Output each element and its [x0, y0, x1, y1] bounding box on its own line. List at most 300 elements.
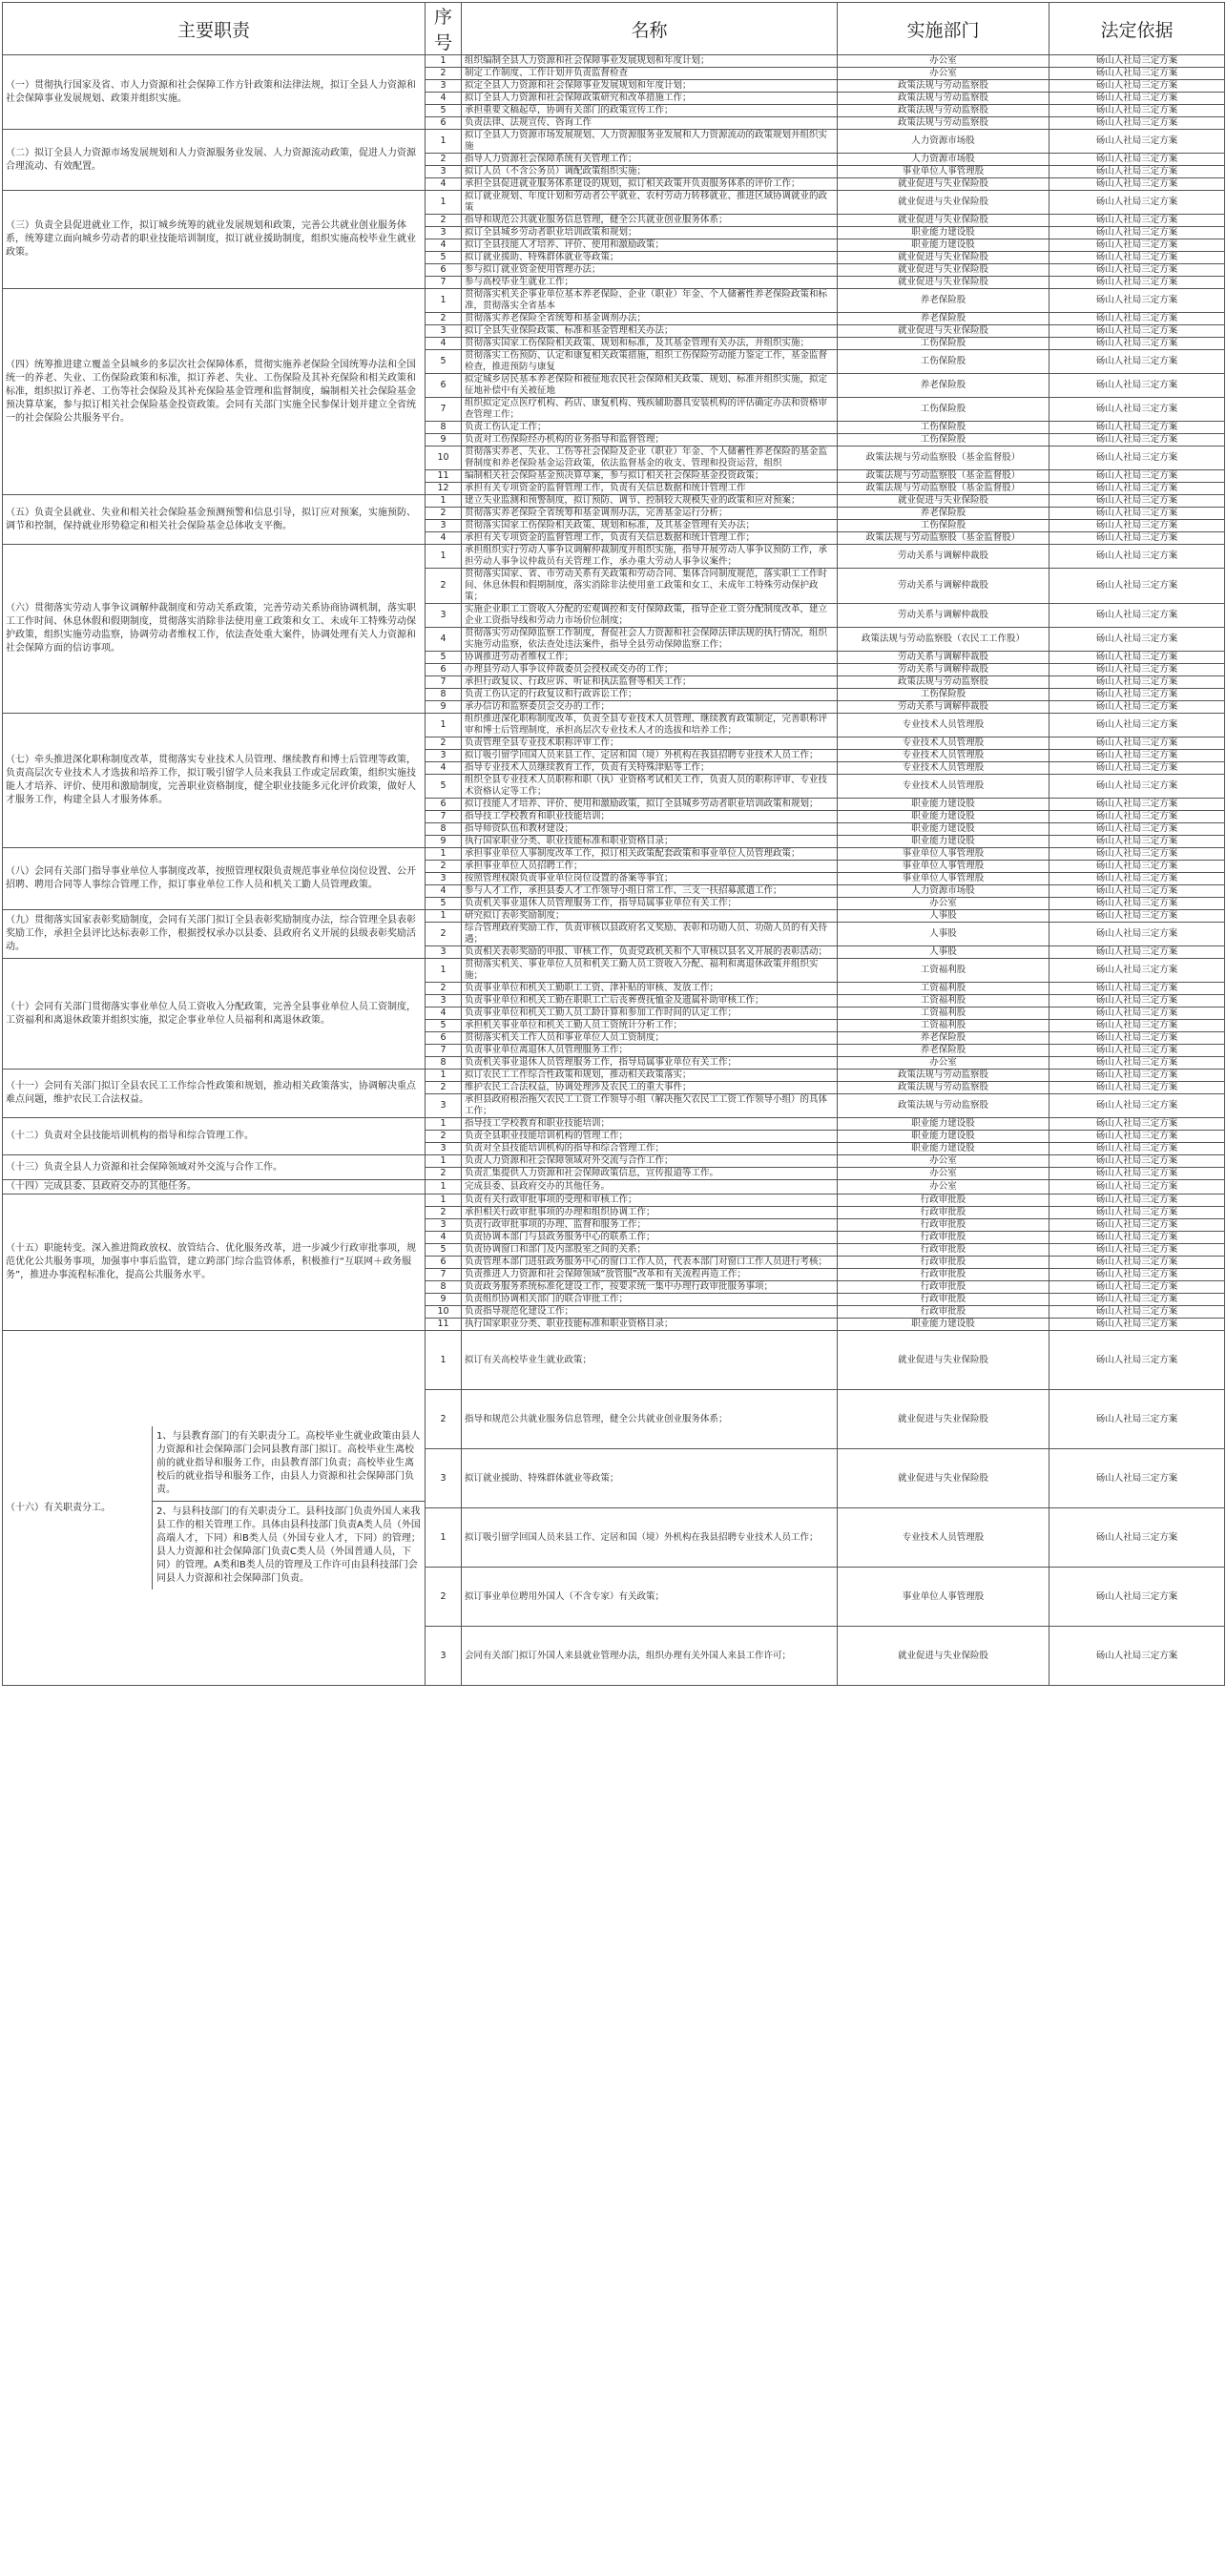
- row-number: 2: [426, 1131, 462, 1143]
- row-number: 11: [426, 1319, 462, 1331]
- row-name: 完成县委、县政府交办的其他任务。: [462, 1180, 838, 1195]
- row-legal-basis: 砀山人社局三定方案: [1049, 1143, 1225, 1155]
- row-number: 3: [426, 1143, 462, 1155]
- row-name: 负责相关表彰奖励的申报、审核工作，负责党政机关和个人审核以县名义开展的表彰活动；: [462, 946, 838, 959]
- row-number: 8: [426, 823, 462, 836]
- row-department: 职业能力建设股: [838, 239, 1049, 252]
- row-number: 1: [426, 545, 462, 569]
- row-name: 负责对全县技能培训机构的指导和综合管理工作；: [462, 1143, 838, 1155]
- row-number: 2: [426, 861, 462, 873]
- row-legal-basis: 砀山人社局三定方案: [1049, 434, 1225, 447]
- row-number: 2: [426, 1390, 462, 1449]
- table-row: [3, 55, 1225, 68]
- row-number: 7: [426, 277, 462, 289]
- row-department: 就业促进与失业保险股: [838, 1627, 1049, 1686]
- row-number: 1: [426, 130, 462, 154]
- row-legal-basis: 砀山人社局三定方案: [1049, 1306, 1225, 1319]
- row-name: 负责管理全县专业技术职称评审工作；: [462, 737, 838, 750]
- row-department: 政策法规与劳动监察股: [838, 117, 1049, 130]
- row-department: 职业能力建设股: [838, 823, 1049, 836]
- row-name: 负责事业单位和机关工勤职工工资、津补贴的审核、发放工作；: [462, 983, 838, 995]
- row-department: 劳动关系与调解仲裁股: [838, 569, 1049, 604]
- row-department: 人力资源市场股: [838, 130, 1049, 154]
- row-legal-basis: 砀山人社局三定方案: [1049, 1131, 1225, 1143]
- row-legal-basis: 砀山人社局三定方案: [1049, 848, 1225, 861]
- row-department: 工伤保险股: [838, 689, 1049, 701]
- special-block-cell: [3, 1331, 426, 1686]
- row-legal-basis: 砀山人社局三定方案: [1049, 983, 1225, 995]
- row-number: 3: [426, 750, 462, 762]
- row-number: 4: [426, 93, 462, 105]
- row-legal-basis: 砀山人社局三定方案: [1049, 1195, 1225, 1207]
- row-legal-basis: 砀山人社局三定方案: [1049, 227, 1225, 239]
- row-number: 3: [426, 873, 462, 885]
- row-department: 劳动关系与调解仲裁股: [838, 652, 1049, 664]
- row-legal-basis: 砀山人社局三定方案: [1049, 701, 1225, 714]
- row-legal-basis: 砀山人社局三定方案: [1049, 215, 1225, 227]
- row-number: 9: [426, 701, 462, 714]
- row-department: 政策法规与劳动监察股: [838, 1082, 1049, 1094]
- row-legal-basis: 砀山人社局三定方案: [1049, 1244, 1225, 1257]
- row-number: 9: [426, 836, 462, 848]
- row-name: 组织拟定定点医疗机构、药店、康复机构、残疾辅助器具安装机构的评估确定办法和资格审查管理工作；: [462, 398, 838, 422]
- row-department: 政策法规与劳动监察股: [838, 1094, 1049, 1118]
- row-department: 办公室: [838, 898, 1049, 910]
- row-number: 1: [426, 1155, 462, 1168]
- row-legal-basis: 砀山人社局三定方案: [1049, 374, 1225, 398]
- row-name: 负责全县职业技能培训机构的管理工作；: [462, 1131, 838, 1143]
- row-name: 负责机关事业退休人员管理服务工作，指导局属事业单位有关工作；: [462, 898, 838, 910]
- row-department: 办公室: [838, 68, 1049, 80]
- row-legal-basis: 砀山人社局三定方案: [1049, 1155, 1225, 1168]
- row-department: 人事股: [838, 946, 1049, 959]
- table-row: [3, 1331, 1225, 1390]
- row-department: 职业能力建设股: [838, 799, 1049, 811]
- row-department: 行政审批股: [838, 1294, 1049, 1306]
- row-legal-basis: 砀山人社局三定方案: [1049, 1045, 1225, 1057]
- row-name: 负责事业单位和机关工勤在职职工亡后丧葬费抚恤金及遗属补助审核工作；: [462, 995, 838, 1008]
- row-legal-basis: 砀山人社局三定方案: [1049, 545, 1225, 569]
- row-department: 行政审批股: [838, 1244, 1049, 1257]
- row-number: 9: [426, 1294, 462, 1306]
- row-legal-basis: 砀山人社局三定方案: [1049, 885, 1225, 898]
- row-legal-basis: 砀山人社局三定方案: [1049, 1057, 1225, 1070]
- row-legal-basis: 砀山人社局三定方案: [1049, 325, 1225, 338]
- row-number: 1: [426, 1070, 462, 1082]
- row-name: 协调推进劳动者维权工作；: [462, 652, 838, 664]
- row-number: 5: [426, 775, 462, 799]
- row-name: 组织推进深化职称制度改革，负责全县专业技术人员管理、继续教育政策制定，完善职称评审和博士后管理制度，承担高层次专业技术人才的选拔和培养工作；: [462, 714, 838, 737]
- special-subs: [153, 1426, 425, 1589]
- duty-cell: （一）贯彻执行国家及省、市人力资源和社会保障工作方针政策和法律法规，拟订全县人力资源和社会保障事业发展规划、政策并组织实施。: [3, 55, 426, 130]
- row-legal-basis: 砀山人社局三定方案: [1049, 995, 1225, 1008]
- row-number: 2: [426, 154, 462, 166]
- row-department: 劳动关系与调解仲裁股: [838, 701, 1049, 714]
- row-department: 工资福利股: [838, 959, 1049, 983]
- row-legal-basis: 砀山人社局三定方案: [1049, 532, 1225, 545]
- row-department: 人力资源市场股: [838, 885, 1049, 898]
- row-name: 承担全县促进就业服务体系建设的规划，拟订相关政策并负责服务体系的评价工作；: [462, 178, 838, 191]
- row-number: 3: [426, 227, 462, 239]
- row-name: 贯彻落实机关企事业单位基本养老保险、企业（职业）年金、个人储蓄性养老保险政策和标准，贯彻落实全省基本: [462, 289, 838, 313]
- row-name: 承担组织实行劳动人事争议调解仲裁制度并组织实施，指导开展劳动人事争议预防工作，承担劳动人事争议仲裁员有关管理工作，承办重大劳动人事争议案件；: [462, 545, 838, 569]
- row-department: 工伤保险股: [838, 398, 1049, 422]
- row-department: 职业能力建设股: [838, 811, 1049, 823]
- row-department: 就业促进与失业保险股: [838, 277, 1049, 289]
- row-number: 3: [426, 520, 462, 532]
- row-name: 负责机关事业退休人员管理服务工作，指导局属事业单位有关工作；: [462, 1057, 838, 1070]
- row-name: 拟订全县失业保险政策、标准和基金管理相关办法；: [462, 325, 838, 338]
- row-number: 5: [426, 1020, 462, 1032]
- row-number: 4: [426, 1008, 462, 1020]
- row-department: 养老保险股: [838, 508, 1049, 520]
- duty-cell: （十二）负责对全县技能培训机构的指导和综合管理工作。: [3, 1118, 426, 1155]
- row-number: 1: [426, 848, 462, 861]
- row-legal-basis: 砀山人社局三定方案: [1049, 1568, 1225, 1627]
- row-number: 3: [426, 1449, 462, 1508]
- row-number: 7: [426, 811, 462, 823]
- header-name: 名称: [462, 3, 838, 55]
- row-legal-basis: 砀山人社局三定方案: [1049, 714, 1225, 737]
- row-legal-basis: 砀山人社局三定方案: [1049, 811, 1225, 823]
- table-row: [3, 1118, 1225, 1131]
- duty-cell: （二）拟订全县人力资源市场发展规划和人力资源服务业发展、人力资源流动政策，促进人力资源合理流动、有效配置。: [3, 130, 426, 191]
- table-row: [3, 910, 1225, 923]
- row-name: 贯彻落实养老保险全省统筹和基金调剂办法；: [462, 313, 838, 325]
- row-name: 执行国家职业分类、职业技能标准和职业资格目录；: [462, 1319, 838, 1331]
- row-legal-basis: 砀山人社局三定方案: [1049, 652, 1225, 664]
- row-number: 7: [426, 1045, 462, 1057]
- row-name: 贯彻落实国家、省、市劳动关系有关政策和劳动合同、集体合同制度规范，落实职工工作时间、休息休假和假期制度，落实消除非法使用童工政策和女工、未成年工特殊劳动保护政策；: [462, 569, 838, 604]
- row-name: 贯彻落实机关、事业单位人员和机关工勤人员工资收入分配、福利和离退休政策并组织实施；: [462, 959, 838, 983]
- row-name: 办理县劳动人事争议仲裁委员会授权或交办的工作；: [462, 664, 838, 676]
- row-department: 职业能力建设股: [838, 1143, 1049, 1155]
- row-department: 就业促进与失业保险股: [838, 178, 1049, 191]
- row-legal-basis: 砀山人社局三定方案: [1049, 946, 1225, 959]
- row-department: 事业单位人事管理股: [838, 873, 1049, 885]
- table-row: [3, 1070, 1225, 1082]
- row-number: 3: [426, 1627, 462, 1686]
- row-department: 政策法规与劳动监察股: [838, 105, 1049, 117]
- row-department: 行政审批股: [838, 1269, 1049, 1281]
- row-legal-basis: 砀山人社局三定方案: [1049, 836, 1225, 848]
- row-legal-basis: 砀山人社局三定方案: [1049, 750, 1225, 762]
- duty-cell: （十五）职能转变。深入推进简政放权、放管结合、优化服务改革，进一步减少行政审批事项，规范优化公共服务事项，加强事中事后监管，建立跨部门综合监管体系，积极推行“互联网＋政务服务”，推进办事流程标准化，提高公共服务水平。: [3, 1195, 426, 1331]
- row-number: 4: [426, 532, 462, 545]
- row-name: 指导技工学校教育和职业技能培训；: [462, 811, 838, 823]
- duty-cell: （八）会同有关部门指导事业单位人事制度改革，按照管理权限负责规范事业单位岗位设置、公开招聘、聘用合同等人事综合管理工作，拟订事业单位工作人员和机关工勤人员管理政策。: [3, 848, 426, 910]
- row-legal-basis: 砀山人社局三定方案: [1049, 762, 1225, 775]
- row-legal-basis: 砀山人社局三定方案: [1049, 178, 1225, 191]
- row-legal-basis: 砀山人社局三定方案: [1049, 664, 1225, 676]
- row-number: 9: [426, 434, 462, 447]
- row-name: 参与人才工作，承担县委人才工作领导小组日常工作、三支一扶招募派遣工作；: [462, 885, 838, 898]
- row-legal-basis: 砀山人社局三定方案: [1049, 1627, 1225, 1686]
- row-name: 承担事业单位人员招聘工作；: [462, 861, 838, 873]
- row-department: 专业技术人员管理股: [838, 750, 1049, 762]
- row-legal-basis: 砀山人社局三定方案: [1049, 154, 1225, 166]
- row-legal-basis: 砀山人社局三定方案: [1049, 628, 1225, 652]
- row-name: 承担重要文稿起草，协调有关部门的政策宣传工作；: [462, 105, 838, 117]
- row-department: 专业技术人员管理股: [838, 775, 1049, 799]
- row-name: 拟订吸引留学回国人员来县工作、定居和国（境）外机构在我县招聘专业技术人员工作；: [462, 750, 838, 762]
- row-number: 1: [426, 1195, 462, 1207]
- row-number: 6: [426, 664, 462, 676]
- duty-cell: （七）牵头推进深化职称制度改革，贯彻落实专业技术人员管理、继续教育和博士后管理等政策，负责高层次专业技术人才选拔和培养工作，拟订吸引留学人员来我县工作或定居政策，组织实施技能人才培养、评价、使用和激励制度，完善职业资格制度，健全职业技能多元化评价政策，做好人才服务工作，构建全县人才服务体系。: [3, 714, 426, 848]
- row-name: 拟订就业规划、年度计划和劳动者公平就业、农村劳动力转移就业、推进区域协调就业的政策: [462, 191, 838, 215]
- row-legal-basis: 砀山人社局三定方案: [1049, 1269, 1225, 1281]
- row-name: 负责工伤认定工作；: [462, 422, 838, 434]
- row-department: 办公室: [838, 1155, 1049, 1168]
- row-number: 2: [426, 923, 462, 946]
- row-department: 办公室: [838, 1168, 1049, 1180]
- row-number: 1: [426, 1180, 462, 1195]
- table-row: [3, 1155, 1225, 1168]
- row-department: 政策法规与劳动监察股（基金监督股）: [838, 532, 1049, 545]
- row-number: 3: [426, 604, 462, 628]
- row-name: 维护农民工合法权益，协调处理涉及农民工的重大事件；: [462, 1082, 838, 1094]
- row-number: 6: [426, 1257, 462, 1269]
- row-number: 4: [426, 239, 462, 252]
- row-department: 就业促进与失业保险股: [838, 325, 1049, 338]
- row-name: 指导人力资源社会保障系统有关管理工作；: [462, 154, 838, 166]
- row-legal-basis: 砀山人社局三定方案: [1049, 823, 1225, 836]
- row-number: 2: [426, 508, 462, 520]
- row-legal-basis: 砀山人社局三定方案: [1049, 495, 1225, 508]
- row-legal-basis: 砀山人社局三定方案: [1049, 483, 1225, 495]
- row-department: 养老保险股: [838, 289, 1049, 313]
- row-number: 5: [426, 252, 462, 264]
- row-name: 建立失业监测和预警制度，拟订预防、调节、控制较大规模失业的政策和应对预案；: [462, 495, 838, 508]
- special-block: [3, 1426, 425, 1589]
- table-row: [3, 1180, 1225, 1195]
- row-department: 劳动关系与调解仲裁股: [838, 545, 1049, 569]
- subduty-text: 1、与县教育部门的有关职责分工。高校毕业生就业政策由县人力资源和社会保障部门会同县教育部门拟订。高校毕业生离校前的就业指导和服务工作，由县教育部门负责；高校毕业生离校后的就业指导和服务工作，由县人力资源和社会保障部门负责。: [156, 1431, 421, 1495]
- row-department: 劳动关系与调解仲裁股: [838, 604, 1049, 628]
- row-name: 拟订就业援助、特殊群体就业等政策；: [462, 1449, 838, 1508]
- row-name: 拟订有关高校毕业生就业政策；: [462, 1331, 838, 1390]
- row-name: 负责指导规范化建设工作；: [462, 1306, 838, 1319]
- row-name: 负责推进人力资源和社会保障领域“放管服”改革和有关流程再造工作；: [462, 1269, 838, 1281]
- row-name: 负责组织协调相关部门的联合审批工作；: [462, 1294, 838, 1306]
- subduty-text: 2、与县科技部门的有关职责分工。县科技部门负责外国人来我县工作的相关管理工作。具体由县科技部门负责A类人员（外国高端人才，下同）和B类人员（外国专业人才，下同）的管理；县人力资源和社会保障部门负责C类人员（外国普通人员，下同）的管理。A类和B类人员的管理及工作许可由县科技部门会同县人力资源和社会保障部门负责。: [153, 1501, 425, 1589]
- row-legal-basis: 砀山人社局三定方案: [1049, 117, 1225, 130]
- row-number: 2: [426, 569, 462, 604]
- row-name: 综合管理政府奖励工作，负责审核以县政府名义奖励、表彰和功勋人员、功勋人员的有关待遇；: [462, 923, 838, 946]
- row-department: 养老保险股: [838, 374, 1049, 398]
- row-legal-basis: 砀山人社局三定方案: [1049, 422, 1225, 434]
- row-legal-basis: 砀山人社局三定方案: [1049, 689, 1225, 701]
- row-department: 事业单位人事管理股: [838, 861, 1049, 873]
- table-row: [3, 848, 1225, 861]
- row-department: 职业能力建设股: [838, 1319, 1049, 1331]
- row-legal-basis: 砀山人社局三定方案: [1049, 861, 1225, 873]
- row-number: 2: [426, 1207, 462, 1219]
- row-number: 7: [426, 398, 462, 422]
- row-number: 4: [426, 628, 462, 652]
- row-name: 实施企业职工工资收入分配的宏观调控和支付保障政策，指导企业工资分配制度改革，建立企业工资指导线和劳动力市场价位制度；: [462, 604, 838, 628]
- row-name: 制定工作制度、工作计划并负责监督检查: [462, 68, 838, 80]
- row-department: 专业技术人员管理股: [838, 1508, 1049, 1568]
- row-name: 承办信访和监察委员会交办的工作；: [462, 701, 838, 714]
- row-department: 工伤保险股: [838, 434, 1049, 447]
- row-legal-basis: 砀山人社局三定方案: [1049, 1180, 1225, 1195]
- row-name: 贯彻落实工伤预防、认定和康复相关政策措施，组织工伤保险劳动能力鉴定工作，基金监督检查，推进预防与康复: [462, 350, 838, 374]
- row-name: 承担相关行政审批事项的办理和组织协调工作；: [462, 1207, 838, 1219]
- header-no: 序号: [426, 3, 462, 55]
- row-legal-basis: 砀山人社局三定方案: [1049, 264, 1225, 277]
- row-number: 3: [426, 80, 462, 93]
- row-legal-basis: 砀山人社局三定方案: [1049, 1207, 1225, 1219]
- row-department: 职业能力建设股: [838, 1118, 1049, 1131]
- row-department: 工伤保险股: [838, 338, 1049, 350]
- row-name: 拟订吸引留学回国人员来县工作、定居和国（境）外机构在我县招聘专业技术人员工作；: [462, 1508, 838, 1568]
- duty-cell: （十三）负责全县人力资源和社会保障领域对外交流与合作工作。: [3, 1155, 426, 1180]
- row-number: 6: [426, 117, 462, 130]
- row-legal-basis: 砀山人社局三定方案: [1049, 166, 1225, 178]
- row-name: 参与高校毕业生就业工作；: [462, 277, 838, 289]
- row-number: 4: [426, 1232, 462, 1244]
- row-name: 负责人力资源和社会保障领域对外交流与合作工作；: [462, 1155, 838, 1168]
- row-name: 负责汇集提供人力资源和社会保障政策信息，宣传报道等工作。: [462, 1168, 838, 1180]
- row-number: 2: [426, 1082, 462, 1094]
- row-number: 4: [426, 338, 462, 350]
- row-name: 拟订就业援助、特殊群体就业等政策；: [462, 252, 838, 264]
- row-legal-basis: 砀山人社局三定方案: [1049, 1118, 1225, 1131]
- special-duty: （十六）有关职责分工。: [3, 1426, 153, 1589]
- row-number: 3: [426, 166, 462, 178]
- row-department: 办公室: [838, 55, 1049, 68]
- row-legal-basis: 砀山人社局三定方案: [1049, 1449, 1225, 1508]
- header-row: [3, 3, 1225, 55]
- row-number: 1: [426, 289, 462, 313]
- row-name: 指导专业技术人员继续教育工作，负责有关特殊津贴等工作；: [462, 762, 838, 775]
- row-number: 5: [426, 898, 462, 910]
- row-department: 就业促进与失业保险股: [838, 1331, 1049, 1390]
- row-number: 2: [426, 215, 462, 227]
- row-number: 1: [426, 910, 462, 923]
- row-department: 事业单位人事管理股: [838, 166, 1049, 178]
- row-number: 4: [426, 178, 462, 191]
- row-number: 8: [426, 1057, 462, 1070]
- row-legal-basis: 砀山人社局三定方案: [1049, 1508, 1225, 1568]
- row-name: 贯彻落实养老保险全省统筹和基金调剂办法，完善基金运行分析；: [462, 508, 838, 520]
- row-department: 办公室: [838, 1180, 1049, 1195]
- row-name: 负责政务服务系统标准化建设工作，按要求统一集中办理行政审批服务事项；: [462, 1281, 838, 1294]
- row-number: 1: [426, 714, 462, 737]
- row-name: 拟定全县人力资源和社会保障事业发展规划和年度计划；: [462, 80, 838, 93]
- row-department: 政策法规与劳动监察股（基金监督股）: [838, 483, 1049, 495]
- row-legal-basis: 砀山人社局三定方案: [1049, 191, 1225, 215]
- row-department: 养老保险股: [838, 313, 1049, 325]
- row-department: 人事股: [838, 923, 1049, 946]
- row-legal-basis: 砀山人社局三定方案: [1049, 1082, 1225, 1094]
- row-department: 养老保险股: [838, 1045, 1049, 1057]
- row-number: 8: [426, 1281, 462, 1294]
- row-department: 事业单位人事管理股: [838, 1568, 1049, 1627]
- row-legal-basis: 砀山人社局三定方案: [1049, 105, 1225, 117]
- row-department: 就业促进与失业保险股: [838, 1390, 1049, 1449]
- row-number: 11: [426, 470, 462, 483]
- row-department: 事业单位人事管理股: [838, 848, 1049, 861]
- row-department: 行政审批股: [838, 1281, 1049, 1294]
- row-legal-basis: 砀山人社局三定方案: [1049, 898, 1225, 910]
- row-number: 1: [426, 1118, 462, 1131]
- table-row: [3, 714, 1225, 737]
- row-number: 7: [426, 1269, 462, 1281]
- row-name: 负责事业单位和机关工勤人员工龄计算和参加工作时间的认定工作；: [462, 1008, 838, 1020]
- row-legal-basis: 砀山人社局三定方案: [1049, 569, 1225, 604]
- row-name: 负责协调窗口和部门及内部股室之间的关系；: [462, 1244, 838, 1257]
- row-number: 6: [426, 799, 462, 811]
- duty-cell: （九）贯彻落实国家表彰奖励制度，会同有关部门拟订全县表彰奖励制度办法，综合管理全县表彰奖励工作，承担全县评比达标表彰工作，根据授权承办以县委、县政府名义开展的县级表彰奖励活动。: [3, 910, 426, 959]
- row-name: 会同有关部门拟订外国人来县就业管理办法，组织办理有关外国人来县工作许可；: [462, 1627, 838, 1686]
- row-legal-basis: 砀山人社局三定方案: [1049, 1319, 1225, 1331]
- row-legal-basis: 砀山人社局三定方案: [1049, 604, 1225, 628]
- row-department: 行政审批股: [838, 1306, 1049, 1319]
- row-number: 1: [426, 55, 462, 68]
- row-department: 职业能力建设股: [838, 836, 1049, 848]
- row-name: 负责行政审批事项的办理、监督和服务工作；: [462, 1219, 838, 1232]
- row-legal-basis: 砀山人社局三定方案: [1049, 1390, 1225, 1449]
- row-name: 承担有关专项资金的监督管理工作，负责有关信息数据和统计管理工作；: [462, 532, 838, 545]
- row-name: 负责有关行政审批事项的受理和审核工作；: [462, 1195, 838, 1207]
- row-department: 行政审批股: [838, 1207, 1049, 1219]
- row-name: 执行国家职业分类、职业技能标准和职业资格目录；: [462, 836, 838, 848]
- row-department: 职业能力建设股: [838, 227, 1049, 239]
- row-name: 拟定城乡居民基本养老保险和被征地农民社会保障相关政策、规划、标准并组织实施，拟定征地补偿中有关被征地: [462, 374, 838, 398]
- row-name: 负责管理本部门进驻政务服务中心的窗口工作人员，代表本部门对窗口工作人员进行考核；: [462, 1257, 838, 1269]
- row-name: 贯彻落实劳动保障监察工作制度，督促社会人力资源和社会保障法律法规的执行情况，组织实施劳动监察，依法查处违法案件，指导全县劳动保障监察工作；: [462, 628, 838, 652]
- table-row: [3, 191, 1225, 215]
- row-department: 工伤保险股: [838, 350, 1049, 374]
- row-legal-basis: 砀山人社局三定方案: [1049, 447, 1225, 470]
- row-department: 人力资源市场股: [838, 154, 1049, 166]
- row-legal-basis: 砀山人社局三定方案: [1049, 959, 1225, 983]
- row-department: 行政审批股: [838, 1257, 1049, 1269]
- row-department: 工资福利股: [838, 983, 1049, 995]
- row-name: 指导和规范公共就业服务信息管理，健全公共就业创业服务体系；: [462, 215, 838, 227]
- row-number: 8: [426, 422, 462, 434]
- row-name: 拟订全县人力资源市场发展规划、人力资源服务业发展和人力资源流动的政策规划并组织实施: [462, 130, 838, 154]
- row-legal-basis: 砀山人社局三定方案: [1049, 1257, 1225, 1269]
- row-name: 指导技工学校教育和职业技能培训；: [462, 1118, 838, 1131]
- row-name: 贯彻落实国家工伤保险相关政策、规划和标准，及其基金管理有关办法；: [462, 520, 838, 532]
- table-row: [3, 959, 1225, 983]
- row-name: 拟订全县人力资源和社会保障政策研究和改革措施工作；: [462, 93, 838, 105]
- row-legal-basis: 砀山人社局三定方案: [1049, 737, 1225, 750]
- row-name: 拟订人员（不含公务员）调配政策组织实施；: [462, 166, 838, 178]
- row-department: 工资福利股: [838, 1020, 1049, 1032]
- row-name: 负责法律、法规宣传、咨询工作: [462, 117, 838, 130]
- row-name: 拟订全县技能人才培养、评价、使用和激励政策；: [462, 239, 838, 252]
- row-department: 就业促进与失业保险股: [838, 495, 1049, 508]
- row-number: 1: [426, 1508, 462, 1568]
- duty-cell: （五）负责全县就业、失业和相关社会保险基金预测预警和信息引导，拟订应对预案，实施预防、调节和控制，保持就业形势稳定和相关社会保险基金总体收支平衡。: [3, 495, 426, 545]
- row-name: 承担有关专项资金的监督管理工作，负责有关信息数据和统计管理工作: [462, 483, 838, 495]
- row-department: 工伤保险股: [838, 422, 1049, 434]
- row-department: 就业促进与失业保险股: [838, 252, 1049, 264]
- row-legal-basis: 砀山人社局三定方案: [1049, 1070, 1225, 1082]
- row-number: 7: [426, 676, 462, 689]
- row-legal-basis: 砀山人社局三定方案: [1049, 239, 1225, 252]
- row-legal-basis: 砀山人社局三定方案: [1049, 1020, 1225, 1032]
- row-number: 4: [426, 762, 462, 775]
- row-number: 2: [426, 68, 462, 80]
- row-number: 5: [426, 1244, 462, 1257]
- row-department: 就业促进与失业保险股: [838, 215, 1049, 227]
- row-name: 拟订技能人才培养、评价、使用和激励政策，拟订全县城乡劳动者职业培训政策和规划；: [462, 799, 838, 811]
